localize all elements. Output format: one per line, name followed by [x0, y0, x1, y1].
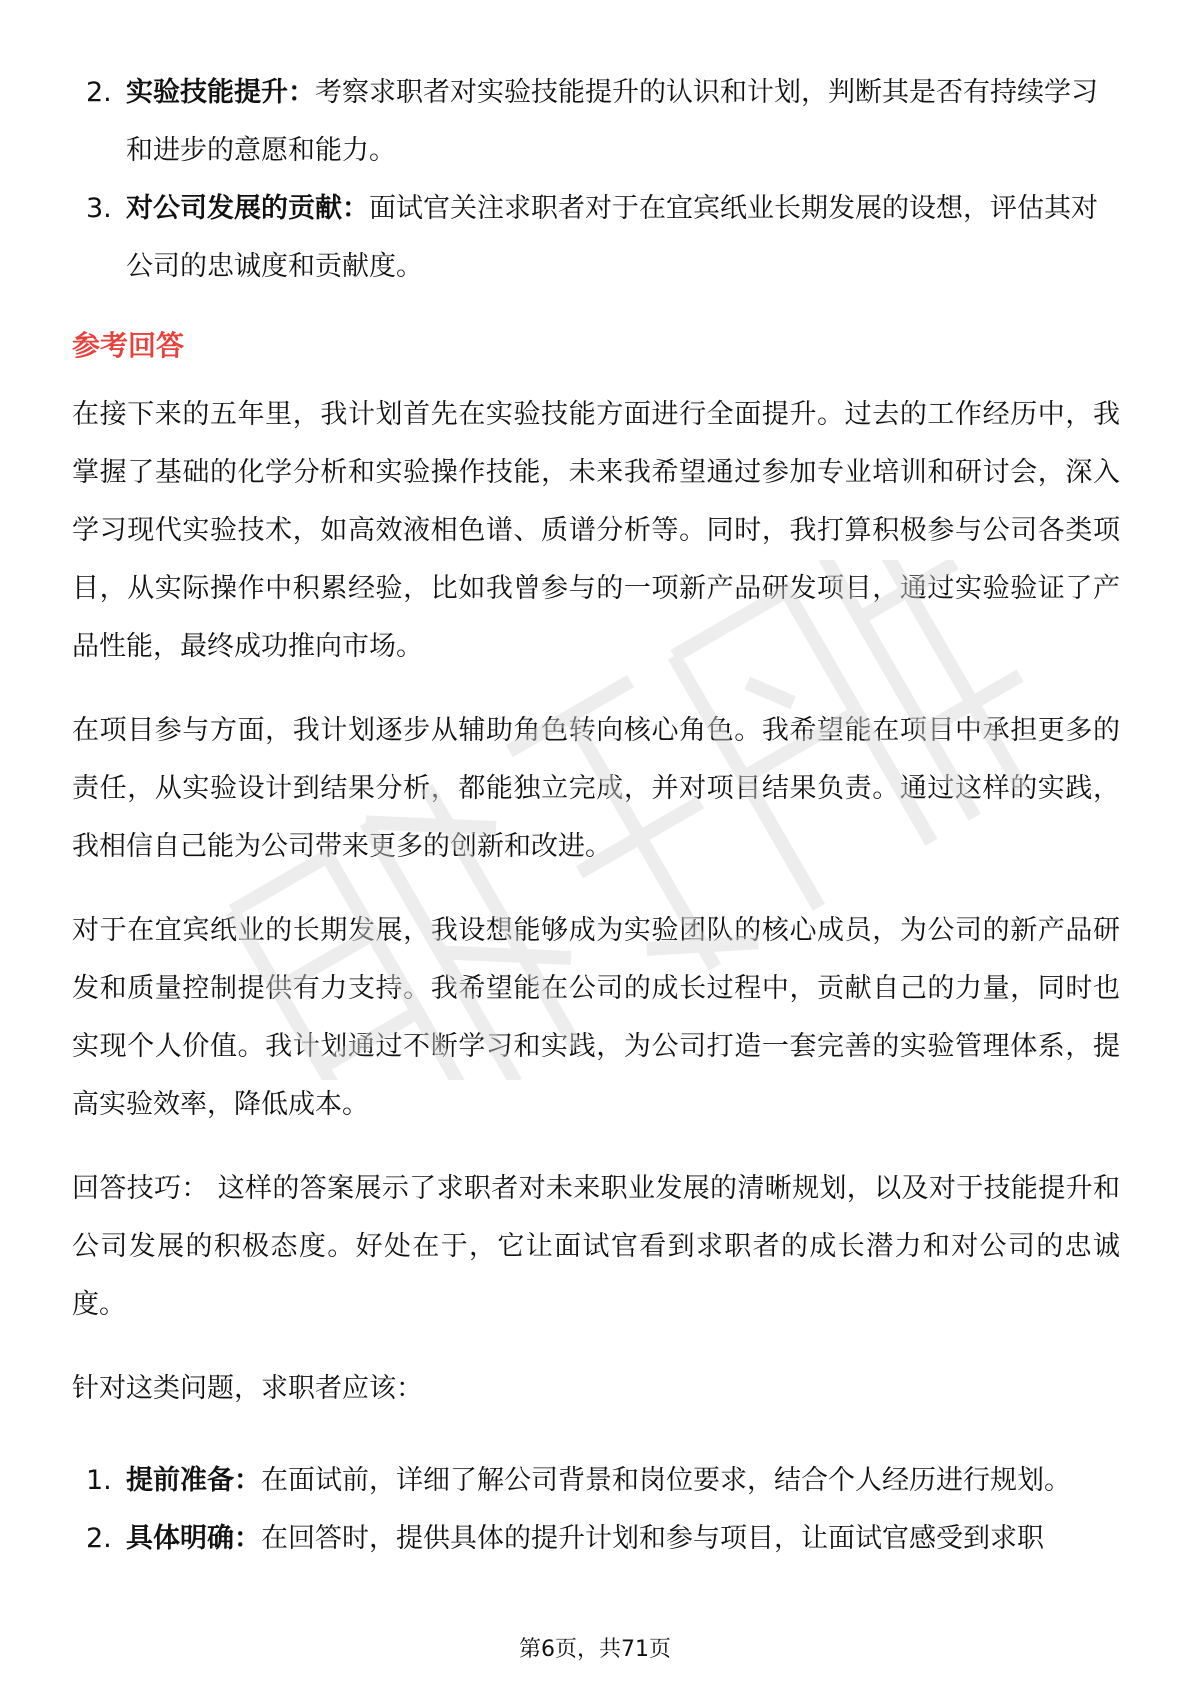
- list-term: 实验技能提升：: [126, 77, 315, 108]
- list-term: 对公司发展的贡献：: [126, 193, 369, 224]
- list-number: 3.: [86, 193, 112, 224]
- list-item: [72, 180, 1120, 296]
- list-term: 提前准备：: [126, 1465, 261, 1496]
- list-item: [72, 1452, 1120, 1510]
- list-term: 具体明确：: [126, 1523, 261, 1554]
- list-text: 面试官关注求职者对于在宜宾纸业长期发展的设想，评估其对公司的忠诚度和贡献度。: [126, 193, 1098, 282]
- list-number: 1.: [86, 1465, 112, 1496]
- section-heading: 参考回答: [72, 329, 185, 362]
- advice-intro: 针对这类问题，求职者应该：: [72, 1373, 423, 1404]
- list-item: [72, 1510, 1120, 1568]
- list-number: 2.: [86, 1523, 112, 1554]
- list-item: [72, 64, 1120, 180]
- list-number: 2.: [86, 77, 112, 108]
- criteria-list: [72, 64, 1120, 296]
- tips-paragraph: 回答技巧： 这样的答案展示了求职者对未来职业发展的清晰规划，以及对于技能提升和公司发展的积极态度。好处在于，它让面试官看到求职者的成长潜力和对公司的忠诚度。: [72, 1173, 1120, 1320]
- page-footer: 第6页，共71页: [519, 1637, 671, 1662]
- list-text: 在面试前，详细了解公司背景和岗位要求，结合个人经历进行规划。: [261, 1465, 1071, 1496]
- answer-paragraph: 对于在宜宾纸业的长期发展，我设想能够成为实验团队的核心成员，为公司的新产品研发和质量控制提供有力支持。我希望能在公司的成长过程中，贡献自己的力量，同时也实现个人价值。我计划通过不断学习和实践，为公司打造一套完善的实验管理体系，提高实验效率，降低成本。: [72, 915, 1120, 1120]
- advice-list: [72, 1452, 1120, 1568]
- answer-paragraph: 在项目参与方面，我计划逐步从辅助角色转向核心角色。我希望能在项目中承担更多的责任，从实验设计到结果分析，都能独立完成，并对项目结果负责。通过这样的实践，我相信自己能为公司带来更多的创新和改进。: [72, 715, 1120, 862]
- answer-paragraph: 在接下来的五年里，我计划首先在实验技能方面进行全面提升。过去的工作经历中，我掌握了基础的化学分析和实验操作技能，未来我希望通过参加专业培训和研讨会，深入学习现代实验技术，如高效液相色谱、质谱分析等。同时，我打算积极参与公司各类项目，从实际操作中积累经验，比如我曾参与的一项新产品研发项目，通过实验验证了产品性能，最终成功推向市场。: [72, 399, 1120, 662]
- list-text: 考察求职者对实验技能提升的认识和计划，判断其是否有持续学习和进步的意愿和能力。: [126, 77, 1098, 166]
- list-text: 在回答时，提供具体的提升计划和参与项目，让面试官感受到求职: [261, 1523, 1044, 1554]
